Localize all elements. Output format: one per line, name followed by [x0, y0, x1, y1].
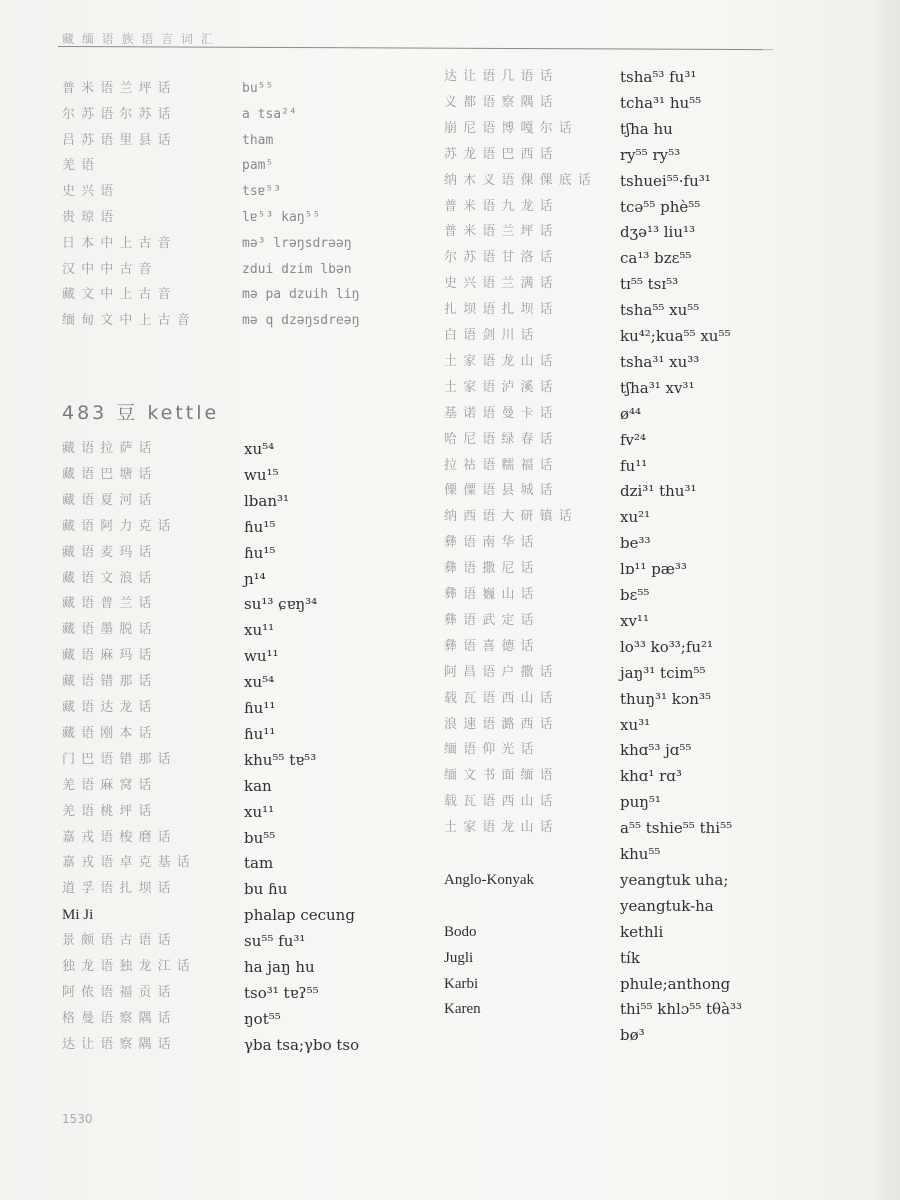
entry-form: lɐ⁵³ kaŋ⁵⁵ — [242, 210, 321, 225]
entry-form: xu¹¹ — [244, 621, 275, 640]
entry-form: bu⁵⁵ — [244, 828, 276, 847]
entry-language: 普 米 语 九 龙 话 — [444, 198, 554, 214]
entry-form: lo³³ ko³³;fu²¹ — [620, 637, 714, 656]
entry-language: Mi Ji — [62, 907, 94, 924]
entry-language: 拉 祜 语 糯 福 话 — [444, 457, 554, 473]
entry-form: mə pa dzuih liŋ — [242, 287, 360, 303]
entry-language: 傈 僳 语 县 城 话 — [444, 483, 554, 499]
entry-form: tcə⁵⁵ phè⁵⁵ — [620, 197, 701, 216]
entry-form: khu⁵⁵ — [620, 845, 661, 863]
entry-form: tshuei⁵⁵·fu³¹ — [620, 171, 711, 190]
entry-language: Karen — [444, 1001, 481, 1018]
entry-form: tcha³¹ hu⁵⁵ — [620, 93, 702, 112]
entry-language: 缅 文 书 面 缅 语 — [444, 768, 554, 784]
entry-form: kethli — [620, 922, 664, 941]
entry-form: ca¹³ bzɛ⁵⁵ — [620, 249, 692, 268]
entry-form: tík — [620, 948, 640, 967]
entry-form: wu¹⁵ — [244, 465, 279, 484]
entry-form: xu²¹ — [620, 508, 651, 527]
entry-language: Karbi — [444, 975, 479, 992]
entry-language: 普 米 语 兰 坪 话 — [62, 81, 172, 96]
entry-form: tso³¹ tɐʔ⁵⁵ — [244, 983, 319, 1002]
entry-form: ku⁴²;kua⁵⁵ xu⁵⁵ — [620, 327, 731, 345]
entry-form: zdui dzim lbən — [242, 261, 352, 277]
entry-language: Jugli — [444, 949, 474, 966]
entry-form: a⁵⁵ tshie⁵⁵ thi⁵⁵ — [620, 819, 733, 838]
entry-language: 义 都 语 察 隅 话 — [444, 94, 554, 110]
entry-form: ha jaŋ hu — [244, 958, 315, 976]
entry-language: 嘉 戎 语 梭 磨 话 — [62, 829, 172, 845]
entry-form: yeangtuk-ha — [620, 896, 714, 915]
entry-form: kan — [244, 776, 272, 795]
entry-language: 独 龙 语 独 龙 江 话 — [62, 959, 191, 974]
entry-form: thuŋ³¹ kɔn³⁵ — [620, 689, 711, 708]
entry-language: 贵 琼 语 — [62, 210, 115, 225]
entry-form: xu³¹ — [620, 715, 651, 734]
entry-language: 藏 文 中 上 古 音 — [62, 287, 172, 303]
entry-form: fu¹¹ — [620, 456, 648, 475]
entry-language: 阿 昌 语 户 撒 话 — [444, 664, 554, 680]
entry-language: 彝 语 喜 德 话 — [444, 638, 535, 654]
entry-language: 哈 尼 语 绿 春 话 — [444, 431, 554, 447]
entry-language: 藏 语 巴 塘 话 — [62, 466, 153, 482]
entry-form: tsha⁵⁵ xu⁵⁵ — [620, 301, 700, 320]
entry-form: xv¹¹ — [620, 611, 649, 630]
entry-form: phalap cecung — [244, 906, 355, 925]
entry-language: 藏 语 麻 玛 话 — [62, 648, 153, 664]
entry-form: tsɐ⁵³ — [242, 184, 282, 200]
entry-language: 吕 苏 语 里 县 话 — [62, 132, 172, 148]
entry-language: 彝 语 撒 尼 话 — [444, 561, 535, 577]
entry-form: su⁵⁵ fu³¹ — [244, 932, 306, 951]
entry-form: phule;anthong — [620, 974, 731, 993]
entry-form: tʃha³¹ xv³¹ — [620, 378, 695, 397]
entry-form: dzi³¹ thu³¹ — [620, 482, 697, 501]
entry-form: dʒə¹³ liu¹³ — [620, 223, 696, 242]
entry-form: γba tsa;γbo tso — [244, 1035, 360, 1054]
entry-language: 土 家 语 龙 山 话 — [444, 820, 554, 836]
entry-language: 道 孚 语 扎 坝 话 — [62, 881, 172, 897]
entry-language: 尔 苏 语 甘 洛 话 — [444, 250, 554, 266]
entry-language: 史 兴 语 — [62, 184, 115, 200]
entry-language: 羌 语 — [62, 158, 96, 174]
entry-form: ry⁵⁵ ry⁵³ — [620, 145, 681, 164]
entry-language: 藏 语 文 浪 话 — [62, 570, 153, 586]
entry-form: a tsa²⁴ — [242, 106, 297, 122]
entry-language: 日 本 中 上 古 音 — [62, 235, 172, 251]
entry-form: xu⁵⁴ — [244, 673, 275, 692]
entry-form: ɦu¹⁵ — [244, 517, 276, 536]
entry-language: 载 瓦 语 西 山 话 — [444, 794, 554, 810]
entry-language: 藏 语 达 龙 话 — [62, 700, 153, 715]
entry-language: 缅 甸 文 中 上 古 音 — [62, 313, 191, 329]
entry-language: 达 让 语 几 语 话 — [444, 69, 554, 84]
entry-form: tsha⁵³ fu³¹ — [620, 68, 697, 86]
entry-language: 纳 西 语 大 研 镇 话 — [444, 509, 573, 525]
section-title: 483 豆 kettle — [62, 402, 220, 424]
entry-form: ɦu¹¹ — [244, 699, 276, 717]
entry-language: 彝 语 南 华 话 — [444, 535, 535, 551]
entry-form: tam — [244, 854, 274, 873]
entry-form: yeangtuk uha; — [620, 870, 729, 889]
entry-form: jaŋ³¹ tcim⁵⁵ — [620, 663, 706, 682]
entry-form: tɪ⁵⁵ tsɪ⁵³ — [620, 275, 679, 294]
entry-form: pam⁵ — [242, 158, 274, 174]
entry-form: be³³ — [620, 534, 651, 553]
entry-language: 藏 语 刚 本 话 — [62, 725, 153, 741]
entry-language: 藏 语 拉 萨 话 — [62, 441, 153, 456]
entry-form: thi⁵⁵ khlɔ⁵⁵ tθà³³ — [620, 1000, 743, 1019]
entry-language: 藏 语 阿 力 克 话 — [62, 518, 172, 534]
entry-form: ø⁴⁴ — [620, 404, 642, 423]
entry-language: 门 巴 语 错 那 话 — [62, 751, 172, 767]
entry-form: mə³ lrəŋsdrəəŋ — [242, 235, 352, 251]
entry-language: 汉 中 中 古 音 — [62, 261, 153, 277]
entry-language: 土 家 语 龙 山 话 — [444, 353, 554, 369]
entry-language: 藏 语 普 兰 话 — [62, 596, 153, 612]
entry-form: ŋot⁵⁵ — [244, 1009, 281, 1028]
entry-language: 普 米 语 兰 坪 话 — [444, 224, 554, 240]
entry-form: xu¹¹ — [244, 802, 275, 821]
entry-language: 彝 语 巍 山 话 — [444, 587, 535, 602]
entry-form: bu ɦu — [244, 880, 288, 899]
entry-form: mə q dzəŋsdreəŋ — [242, 313, 360, 329]
entry-language: 崩 尼 语 博 嘎 尔 话 — [444, 120, 573, 136]
page-edge-shadow — [870, 0, 900, 1200]
entry-language: 浪 速 语 潞 西 话 — [444, 716, 554, 732]
entry-language: 尔 苏 语 尔 苏 话 — [62, 106, 172, 122]
entry-language: Anglo-Konyak — [444, 871, 534, 888]
page-number: 1530 — [62, 1112, 93, 1126]
entry-form: xu⁵⁴ — [244, 440, 275, 458]
entry-language: 藏 语 错 那 话 — [62, 674, 153, 690]
entry-form: bø³ — [620, 1026, 645, 1045]
running-head: 藏 缅 语 族 语 言 词 汇 — [62, 32, 215, 46]
entry-language: 载 瓦 语 西 山 话 — [444, 690, 554, 706]
entry-language: 阿 侬 语 福 贡 话 — [62, 984, 172, 1000]
entry-form: tsha³¹ xu³³ — [620, 352, 700, 371]
entry-language: 史 兴 语 兰 满 话 — [444, 276, 554, 292]
entry-language: 嘉 戎 语 卓 克 基 话 — [62, 855, 191, 871]
entry-language: 藏 语 麦 玛 话 — [62, 544, 153, 560]
entry-language: 景 颇 语 古 语 话 — [62, 933, 172, 949]
entry-form: lban³¹ — [244, 491, 290, 510]
entry-form: ɦu¹¹ — [244, 724, 276, 743]
entry-form: ɲ¹⁴ — [244, 569, 266, 588]
entry-form: khɑ⁵³ jɑ⁵⁵ — [620, 741, 692, 760]
header-rule — [58, 46, 773, 50]
entry-form: khu⁵⁵ tɐ⁵³ — [244, 750, 317, 769]
entry-language: 藏 语 墨 脱 话 — [62, 622, 153, 638]
entry-form: ɦu¹⁵ — [244, 543, 276, 562]
entry-form: tham — [242, 132, 274, 148]
entry-form: fv²⁴ — [620, 430, 647, 449]
entry-language: 缅 语 仰 光 话 — [444, 742, 535, 758]
entry-form: bu⁵⁵ — [242, 81, 274, 96]
entry-language: 纳 木 义 语 倮 倮 底 话 — [444, 172, 592, 188]
entry-form: su¹³ ɕɐŋ³⁴ — [244, 595, 318, 614]
entry-form: bɛ⁵⁵ — [620, 586, 650, 604]
entry-form: puŋ⁵¹ — [620, 793, 661, 812]
entry-language: 达 让 语 察 隅 话 — [62, 1036, 172, 1052]
entry-form: lɒ¹¹ pæ³³ — [620, 560, 687, 579]
entry-language: 土 家 语 泸 溪 话 — [444, 379, 554, 395]
entry-language: 格 曼 语 察 隅 话 — [62, 1010, 172, 1026]
entry-language: 羌 语 桃 坪 话 — [62, 803, 153, 819]
entry-form: khɑ¹ rɑ³ — [620, 767, 682, 786]
entry-form: wu¹¹ — [244, 647, 279, 666]
entry-language: 基 诺 语 曼 卡 话 — [444, 405, 554, 421]
entry-language: 藏 语 夏 河 话 — [62, 492, 153, 508]
entry-language: 彝 语 武 定 话 — [444, 612, 535, 628]
entry-language: 羌 语 麻 窝 话 — [62, 777, 153, 793]
entry-language: 扎 坝 语 扎 坝 话 — [444, 302, 554, 318]
entry-language: 白 语 剑 川 话 — [444, 328, 535, 343]
entry-language: 苏 龙 语 巴 西 话 — [444, 146, 554, 162]
entry-form: tʃha hu — [620, 119, 673, 138]
entry-language: Bodo — [444, 923, 477, 940]
